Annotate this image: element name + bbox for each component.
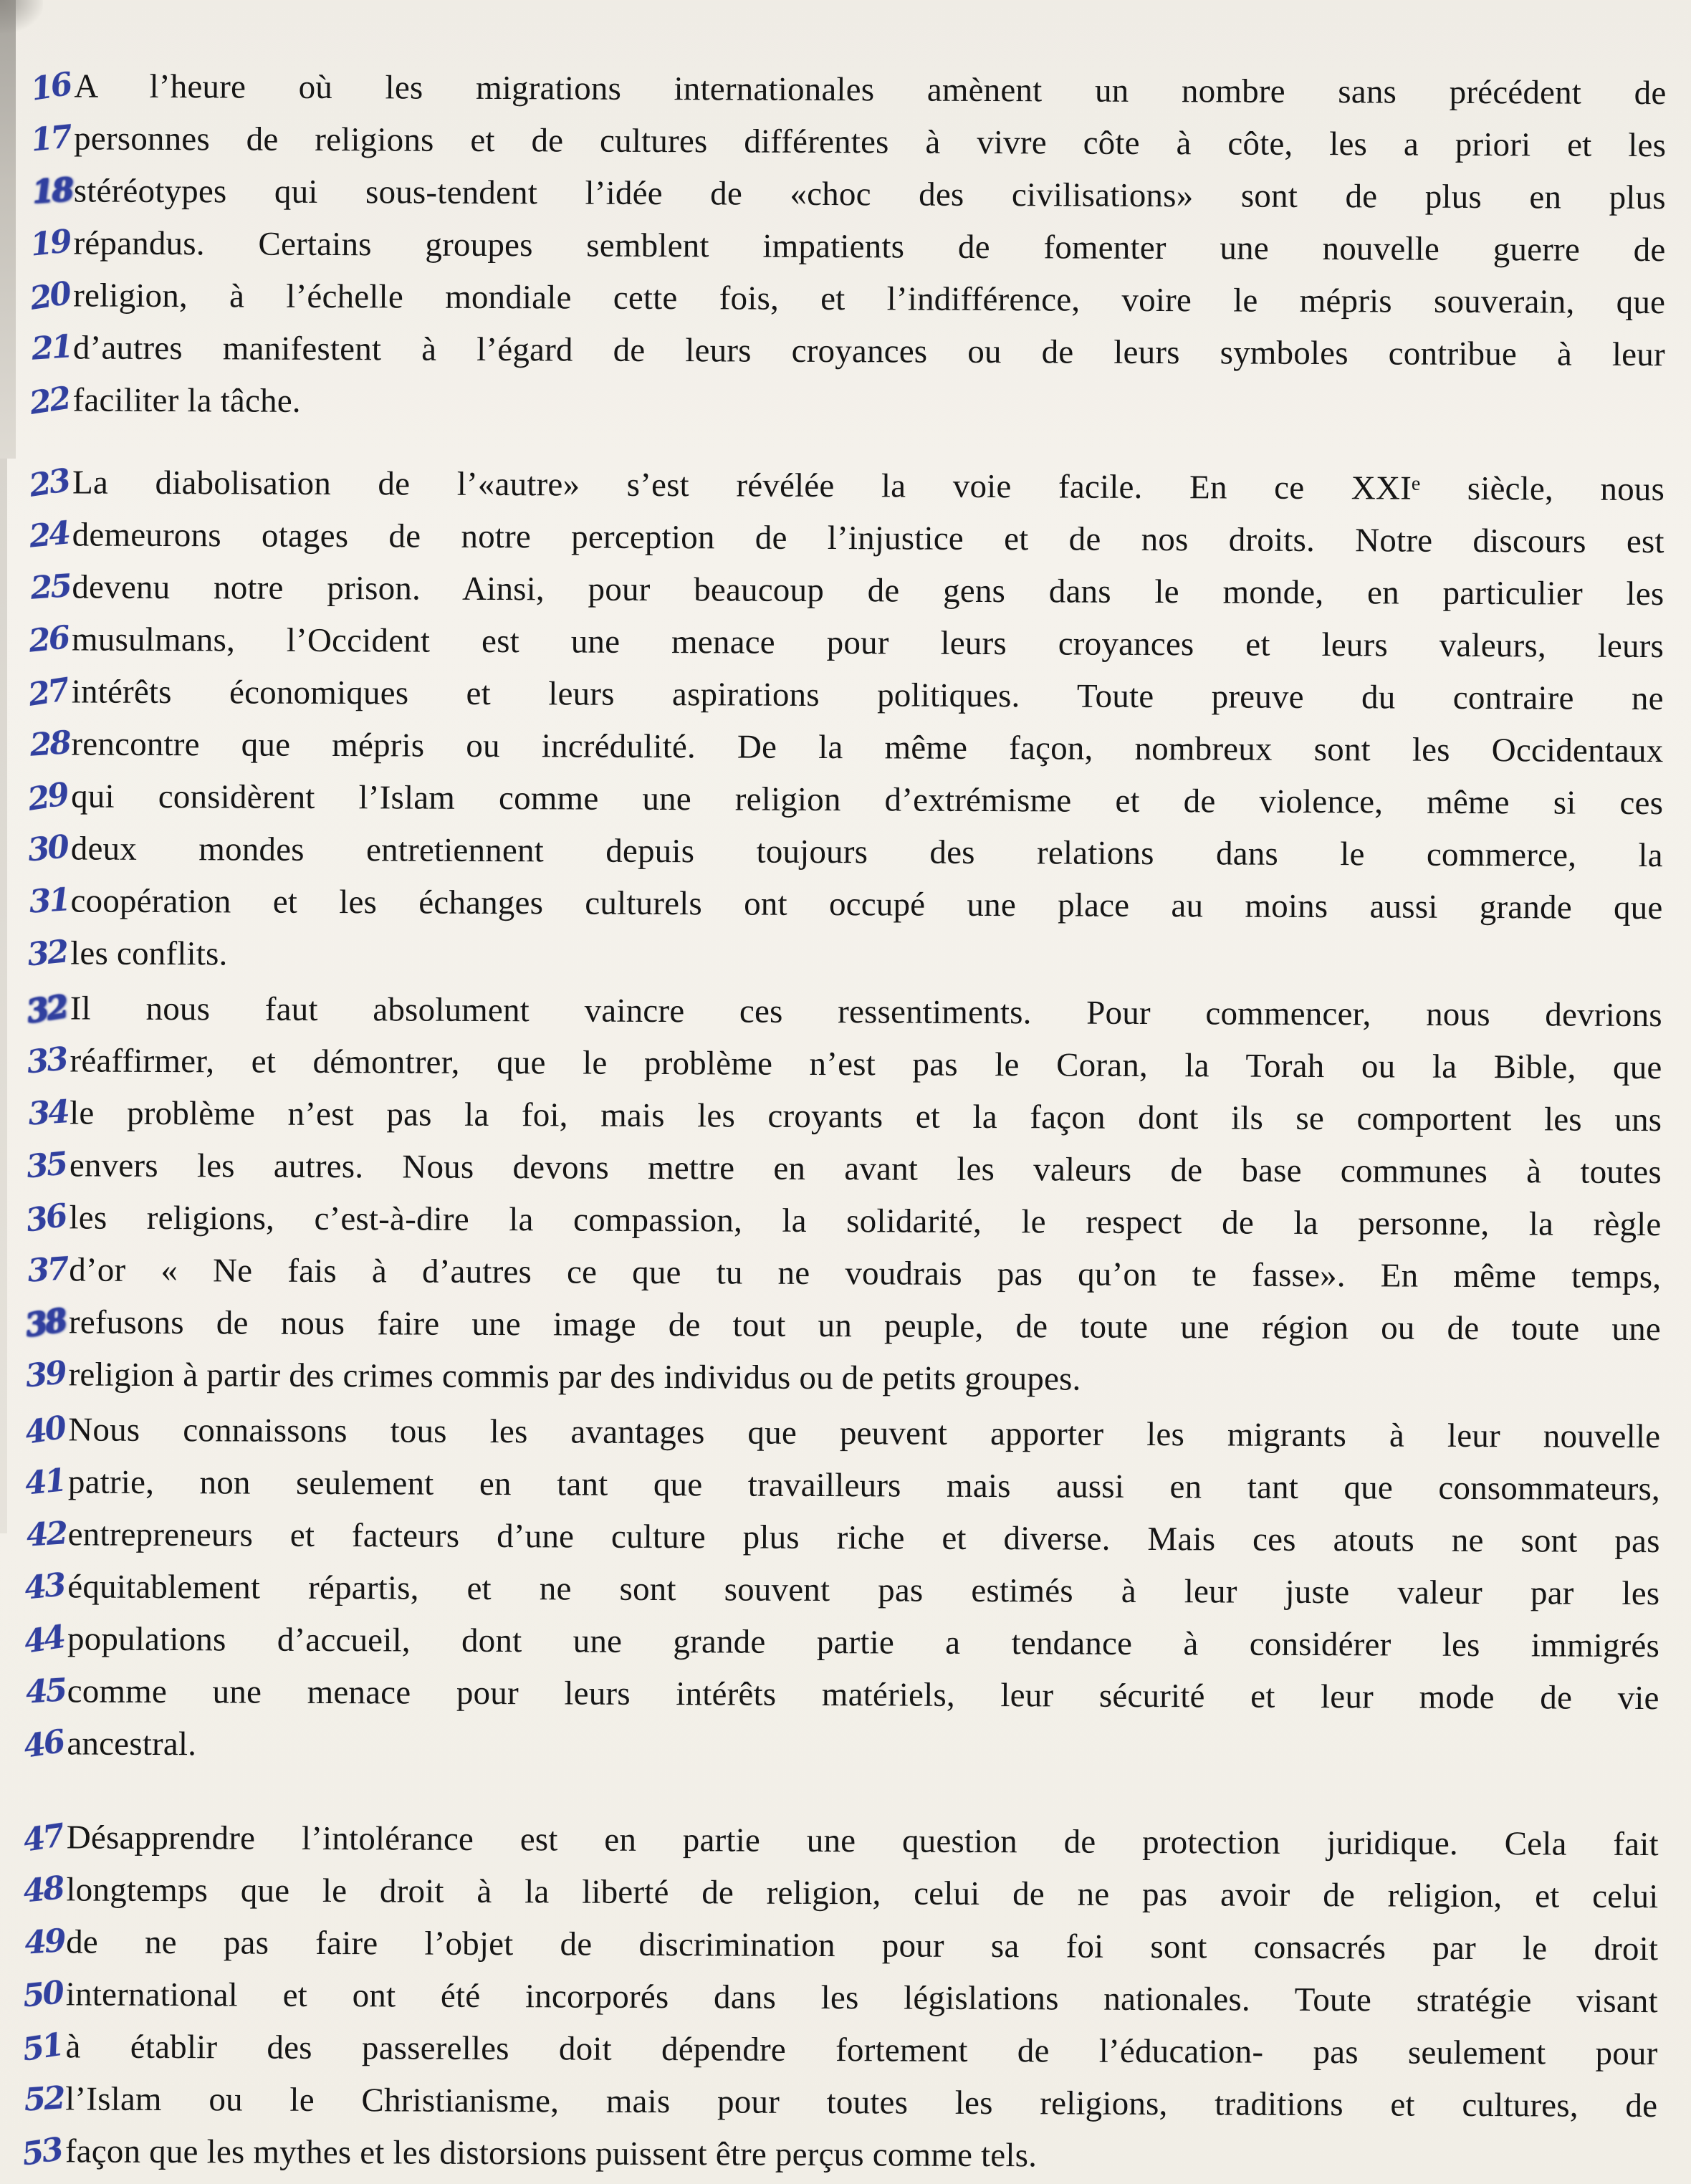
margin-line-number: 21 [30, 328, 72, 368]
text-line [6, 1508, 1659, 1568]
line-text: La diabolisation de l’«autre» s’est révélée la voie facile. En ce XXIᵉ siècle, nous [72, 464, 1665, 509]
paragraph [11, 60, 1666, 434]
margin-line-number: 51 [19, 2026, 65, 2069]
text-line [9, 823, 1663, 882]
margin-line-number: 23 [27, 462, 72, 504]
line-text: comme une menace pour leurs intérêts matériels, leur sécurité et leur mode de vie [67, 1672, 1659, 1718]
text-line [6, 1404, 1660, 1463]
line-text: religion à partir des crimes commis par des individus ou de petits groupes. [68, 1356, 1081, 1398]
line-text: à établir des passerelles doit dépendre fortement de l’éducation- pas seulement pour [65, 2028, 1658, 2073]
line-text: longtemps que le droit à la liberté de religion, celui de ne pas avoir de religion, et celui [66, 1871, 1659, 1916]
text-line [6, 1456, 1660, 1515]
text-line [4, 1864, 1658, 1923]
margin-line-number: 44 [21, 1619, 67, 1661]
line-text: coopération et les échanges culturels ont occupé une place au moins aussi grande que [70, 882, 1663, 927]
margin-line-number: 20 [27, 275, 72, 317]
margin-line-number: 30 [26, 828, 70, 869]
margin-line-number: 36 [23, 1197, 69, 1240]
line-text: l’Islam ou le Christianisme, mais pour toutes les religions, traditions et cultures, de [65, 2080, 1658, 2125]
text-line [5, 1718, 1659, 1777]
text-line [12, 112, 1666, 172]
text-line [7, 1296, 1661, 1356]
margin-line-number: 17 [29, 118, 72, 159]
text-line [6, 1561, 1659, 1620]
margin-line-number: 46 [21, 1723, 66, 1766]
text-line [4, 1968, 1658, 2028]
margin-line-number: 35 [24, 1145, 68, 1186]
text-line [9, 770, 1663, 830]
text-line [11, 217, 1665, 277]
line-text: Désapprendre l’intolérance est en partie une question de protection juridique. Cela fait [66, 1819, 1659, 1864]
line-text: personnes de religions et de cultures différentes à vivre côte à côte, les a priori et les [74, 120, 1667, 165]
margin-line-number: 22 [27, 380, 72, 422]
text-line [9, 927, 1662, 987]
line-text: les conflits. [70, 934, 228, 973]
text-line [6, 1613, 1659, 1672]
margin-line-number: 19 [29, 223, 72, 264]
text-line [10, 666, 1664, 725]
text-line [8, 1139, 1662, 1199]
text-line [7, 1192, 1661, 1251]
text-line [11, 269, 1665, 329]
line-text: les religions, c’est-à-dire la compassion, la solidarité, le respect de la personne, la règle [69, 1199, 1662, 1244]
margin-line-number: 31 [28, 881, 70, 921]
margin-line-number: 26 [27, 619, 70, 660]
text-line [6, 1665, 1659, 1725]
margin-line-number: 50 [21, 1974, 64, 2015]
margin-line-number: 52 [22, 2079, 65, 2119]
line-text: devenu notre prison. Ainsi, pour beaucoup de gens dans le monde, en particulier les [72, 568, 1664, 613]
margin-line-number: 16 [28, 66, 74, 108]
margin-line-number: 40 [22, 1409, 67, 1452]
line-text: A l’heure où les migrations internationales amènent un nombre sans précédent de [74, 67, 1667, 112]
margin-line-number: 32 [25, 933, 69, 974]
line-text: entrepreneurs et facteurs d’une culture plus riche et diverse. Mais ces atouts ne sont pas [67, 1515, 1660, 1561]
margin-line-number: 47 [20, 1817, 66, 1859]
line-text: répandus. Certains groupes semblent impatients de fomenter une nouvelle guerre de [73, 224, 1666, 269]
paragraph [4, 1811, 1659, 2184]
line-text: ancestral. [67, 1725, 197, 1763]
text-line [6, 1349, 1660, 1408]
text-line [10, 613, 1664, 673]
text-line [8, 1087, 1662, 1146]
text-line [12, 165, 1666, 224]
margin-line-number: 27 [25, 671, 71, 714]
text-line [4, 1916, 1658, 1975]
text-line [4, 2125, 1657, 2184]
text-line [10, 561, 1664, 621]
margin-line-number: 32 [24, 988, 70, 1030]
line-text: façon que les mythes et les distorsions puissent être perçus comme tels. [64, 2132, 1038, 2175]
margin-line-number: 42 [25, 1515, 67, 1554]
margin-line-number: 18 [31, 171, 73, 211]
line-text: Il nous faut absolument vaincre ces ressentiments. Pour commencer, nous devrions [70, 990, 1662, 1035]
text-line [11, 374, 1664, 434]
text-line [11, 322, 1665, 381]
line-text: d’or « Ne fais à d’autres ce que tu ne voudrais pas qu’on te fasse». En même temps, [69, 1251, 1662, 1296]
line-text: religion, à l’échelle mondiale cette fois, et l’indifférence, voire le mépris souverain, que [73, 277, 1666, 322]
line-text: patrie, non seulement en tant que travailleurs mais aussi en tant que consommateurs, [67, 1463, 1661, 1508]
line-text: deux mondes entretiennent depuis toujours des relations dans le commerce, la [70, 830, 1663, 875]
text-line [11, 456, 1664, 516]
margin-line-number: 41 [23, 1462, 67, 1503]
line-text: stéréotypes qui sous-tendent l’idée de «choc des civilisations» sont de plus en plus [73, 172, 1666, 217]
line-text: international et ont été incorporés dans les législations nationales. Toute stratégie visant [65, 1975, 1658, 2021]
line-text: réaffirmer, et démontrer, que le problème n’est pas le Coran, la Torah ou la Bible, que [70, 1042, 1662, 1087]
paragraph [6, 982, 1662, 1408]
line-text: refusons de nous faire une image de tout un peuple, de toute une région ou de toute une [68, 1303, 1662, 1349]
line-text: faciliter la tâche. [72, 381, 301, 420]
margin-line-number: 38 [23, 1302, 68, 1344]
text-line [8, 1035, 1662, 1094]
line-text: le problème n’est pas la foi, mais les croyants et la façon dont ils se comportent les uns [70, 1094, 1662, 1139]
line-text: rencontre que mépris ou incrédulité. De la même façon, nombreux sont les Occidentaux [71, 725, 1664, 770]
line-text: demeurons otages de notre perception de l’injustice et de nos droits. Notre discours est [72, 516, 1664, 561]
text-line [9, 875, 1662, 934]
margin-line-number: 29 [25, 776, 70, 818]
margin-line-number: 25 [29, 567, 72, 607]
margin-line-number: 48 [21, 1869, 65, 1910]
margin-line-number: 33 [25, 1040, 69, 1081]
text-line [12, 60, 1666, 120]
line-text: Nous connaissons tous les avantages que peuvent apporter les migrants à leur nouvelle [68, 1411, 1661, 1456]
line-text: envers les autres. Nous devons mettre en avant les valeurs de base communes à toutes [69, 1146, 1662, 1192]
paragraph [5, 1404, 1660, 1777]
text-line [11, 509, 1664, 568]
text-line [7, 1244, 1661, 1303]
text-line [4, 2073, 1657, 2132]
line-text: musulmans, l’Occident est une menace pour leurs croyances et leurs valeurs, leurs [71, 621, 1664, 666]
margin-line-number: 37 [26, 1250, 69, 1290]
line-text: populations d’accueil, dont une grande partie a tendance à considérer les immigrés [67, 1620, 1660, 1665]
text-line [4, 2021, 1657, 2080]
margin-line-number: 43 [22, 1566, 66, 1607]
text-line [9, 982, 1662, 1042]
margin-line-number: 24 [27, 514, 71, 555]
paragraph [9, 456, 1664, 987]
margin-line-number: 49 [23, 1922, 66, 1962]
margin-line-number: 53 [19, 2131, 64, 2173]
line-text: qui considèrent l’Islam comme une religion d’extrémisme et de violence, même si ces [71, 777, 1664, 823]
line-text: d’autres manifestent à l’égard de leurs croyances ou de leurs symboles contribue à leur [72, 329, 1665, 374]
text-line [5, 1811, 1659, 1871]
margin-line-number: 45 [24, 1672, 67, 1711]
margin-line-number: 34 [27, 1093, 70, 1133]
line-text: équitablement répartis, et ne sont souvent pas estimés à leur juste valeur par les [67, 1568, 1660, 1613]
line-text: intérêts économiques et leurs aspirations politiques. Toute preuve du contraire ne [71, 673, 1664, 718]
margin-line-number: 28 [29, 724, 71, 764]
line-text: de ne pas faire l’objet de discrimination pour sa foi sont consacrés par le droit [66, 1923, 1659, 1968]
margin-line-number: 39 [24, 1354, 67, 1395]
text-line [9, 718, 1663, 777]
